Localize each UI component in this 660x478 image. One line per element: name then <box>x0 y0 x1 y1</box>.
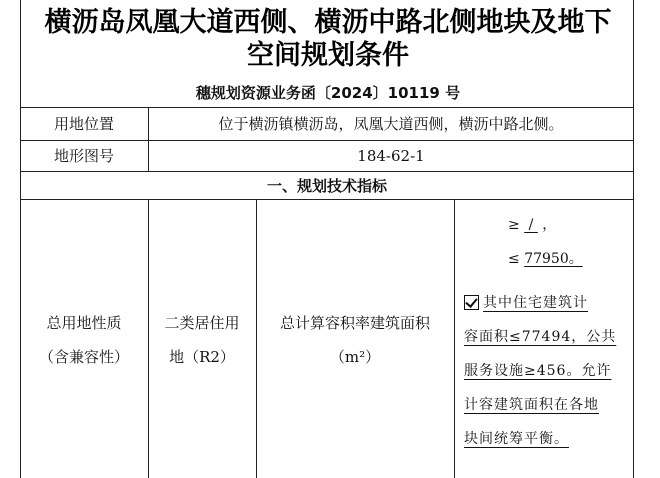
document-title <box>21 6 635 72</box>
map-number-value: 184-62-1 <box>357 146 425 165</box>
map-number-label: 地形图号 <box>53 147 114 165</box>
lower-bound-blank: / <box>524 217 538 233</box>
title-line-2: 空间规划条件 <box>247 40 409 71</box>
land-use-type <box>148 300 256 380</box>
ge-sign: ≥ <box>508 217 525 233</box>
upper-bound-value: 77950 <box>524 251 569 267</box>
le-sign: ≤ <box>508 251 525 267</box>
grid-line <box>20 0 21 478</box>
land-use-label <box>20 300 148 380</box>
note-line-2: 容面积≤77494，公共 <box>464 329 617 345</box>
residential-note <box>464 286 632 456</box>
title-line-1: 横沥岛凤凰大道西侧、横沥中路北侧地块及地下 <box>44 7 612 38</box>
period: 。 <box>568 251 583 267</box>
floor-area-metric <box>256 300 454 380</box>
comma: ， <box>537 217 557 233</box>
location-value: 位于横沥镇横沥岛，凤凰大道西侧，横沥中路北侧。 <box>218 115 564 133</box>
document-number: 穗规划资源业务函〔2024〕10119 号 <box>195 84 461 102</box>
planning-conditions-document <box>20 0 634 478</box>
metric-line-2: （m²） <box>329 348 381 366</box>
floor-area-value <box>456 200 634 478</box>
grid-line <box>454 199 455 478</box>
note-line-5: 块间统筹平衡。 <box>464 431 569 447</box>
section-title: 一、规划技术指标 <box>266 176 387 195</box>
note-line-1: 其中住宅建筑计 <box>483 295 588 311</box>
title-block <box>20 0 634 116</box>
note-line-4: 计容建筑面积在各地 <box>464 397 599 413</box>
land-use-label-line-2: （含兼容性） <box>38 348 129 366</box>
upper-bound-line <box>508 248 583 268</box>
lower-bound-line <box>508 214 556 234</box>
land-use-type-line-2: 地（R2） <box>169 348 235 366</box>
checkbox-checked-icon[interactable] <box>464 295 479 310</box>
land-use-label-line-1: 总用地性质 <box>46 314 122 332</box>
location-label: 用地位置 <box>53 115 114 133</box>
land-use-type-line-1: 二类居住用 <box>164 314 240 332</box>
metric-line-1: 总计算容积率建筑面积 <box>279 314 430 332</box>
note-line-3: 服务设施≥456。允许 <box>464 363 612 379</box>
